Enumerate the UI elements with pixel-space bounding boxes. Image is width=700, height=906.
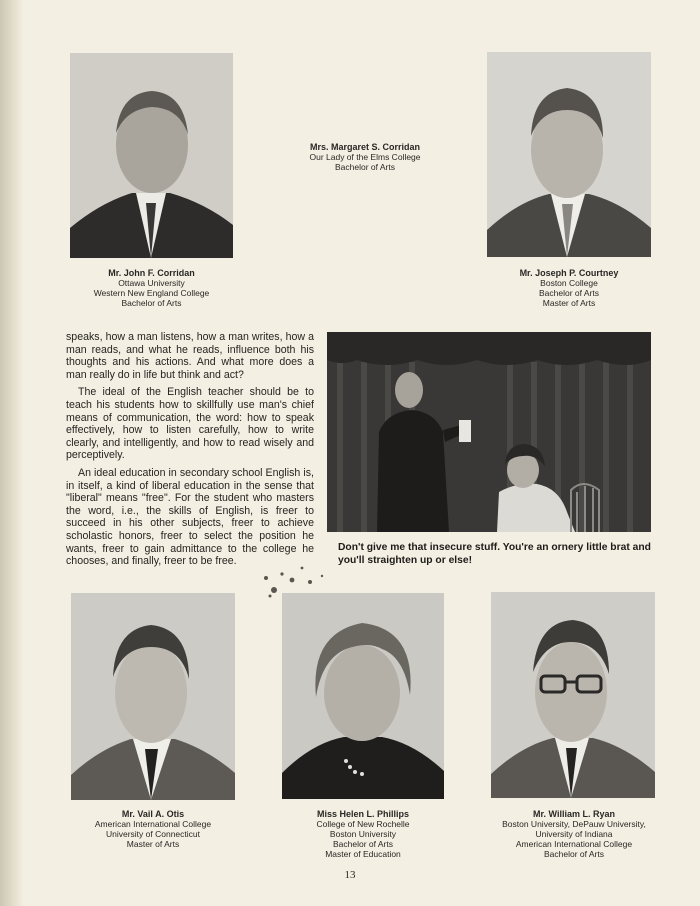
faculty-credential: Bachelor of Arts [538, 288, 599, 298]
faculty-credential: College of New Rochelle [316, 819, 410, 829]
page-binding-edge [0, 0, 24, 906]
faculty-credential: Boston University [329, 829, 397, 839]
faculty-credential: Master of Arts [542, 298, 596, 308]
portrait-joseph-courtney [487, 52, 651, 257]
faculty-credential: Bachelor of Arts [334, 162, 395, 172]
essay-paragraph: The ideal of the English teacher should be to teach his students how to skillfully use man's chief means of communication, the word: how to speak effectively, how to listen carefully, how to write clearly, and intelligently, and how to read wisely and perceptively. [66, 386, 314, 462]
english-department-essay [66, 331, 314, 573]
faculty-credential: American International College [515, 839, 633, 849]
caption-john-corridan [60, 268, 243, 308]
stage-photo-caption: Don't give me that insecure stuff. You're an ornery little brat and you'll straighten up or else! [338, 542, 651, 566]
essay-paragraph: An ideal education in secondary school English is, in itself, a kind of liberal education in the sense that "liberal" means "free". For the student who masters the word, i.e., the skills of English, is freer to succeed in his other subjects, freer to achieve scholastic honors, freer to select the position he wants, freer to gain admittance to the college he chooses, and finally, freer to be free. [66, 466, 314, 568]
faculty-name: Mr. John F. Corridan [108, 268, 195, 278]
faculty-credential: Bachelor of Arts [332, 839, 393, 849]
faculty-name: Mr. Joseph P. Courtney [519, 268, 619, 278]
caption-helen-phillips [288, 809, 438, 859]
caption-vail-otis [78, 809, 228, 849]
faculty-credential: American International College [94, 819, 212, 829]
faculty-name: Mr. William L. Ryan [533, 809, 615, 819]
faculty-credential: Boston College [540, 278, 598, 288]
page-number: 13 [344, 869, 356, 881]
faculty-credential: Master of Arts [126, 839, 180, 849]
faculty-name: Mrs. Margaret S. Corridan [309, 142, 421, 152]
faculty-credential: Boston University, DePauw University, [502, 819, 646, 829]
faculty-credential: Our Lady of the Elms College [309, 152, 421, 162]
faculty-credential: Ottawa University [118, 278, 185, 288]
faculty-name: Mr. Vail A. Otis [121, 809, 185, 819]
caption-joseph-courtney [494, 268, 644, 308]
faculty-credential: Bachelor of Arts [543, 849, 604, 859]
portrait-william-ryan [491, 592, 655, 798]
faculty-credential: University of Indiana [535, 829, 613, 839]
faculty-credential: Western New England College [93, 288, 210, 298]
faculty-name: Miss Helen L. Phillips [316, 809, 410, 819]
faculty-credential: University of Connecticut [105, 829, 200, 839]
faculty-credential: Bachelor of Arts [121, 298, 182, 308]
stage-photo [327, 332, 651, 532]
portrait-john-corridan [70, 53, 233, 258]
portrait-helen-phillips [282, 593, 444, 799]
portrait-vail-otis [71, 593, 235, 800]
caption-margaret-corridan [290, 142, 440, 172]
faculty-credential: Master of Education [325, 849, 401, 859]
essay-paragraph: speaks, how a man listens, how a man writes, how a man reads, and what he reads, influence both his thoughts and his actions. And what more does a man really do in life but think and act? [66, 331, 314, 381]
caption-william-ryan [488, 809, 660, 859]
